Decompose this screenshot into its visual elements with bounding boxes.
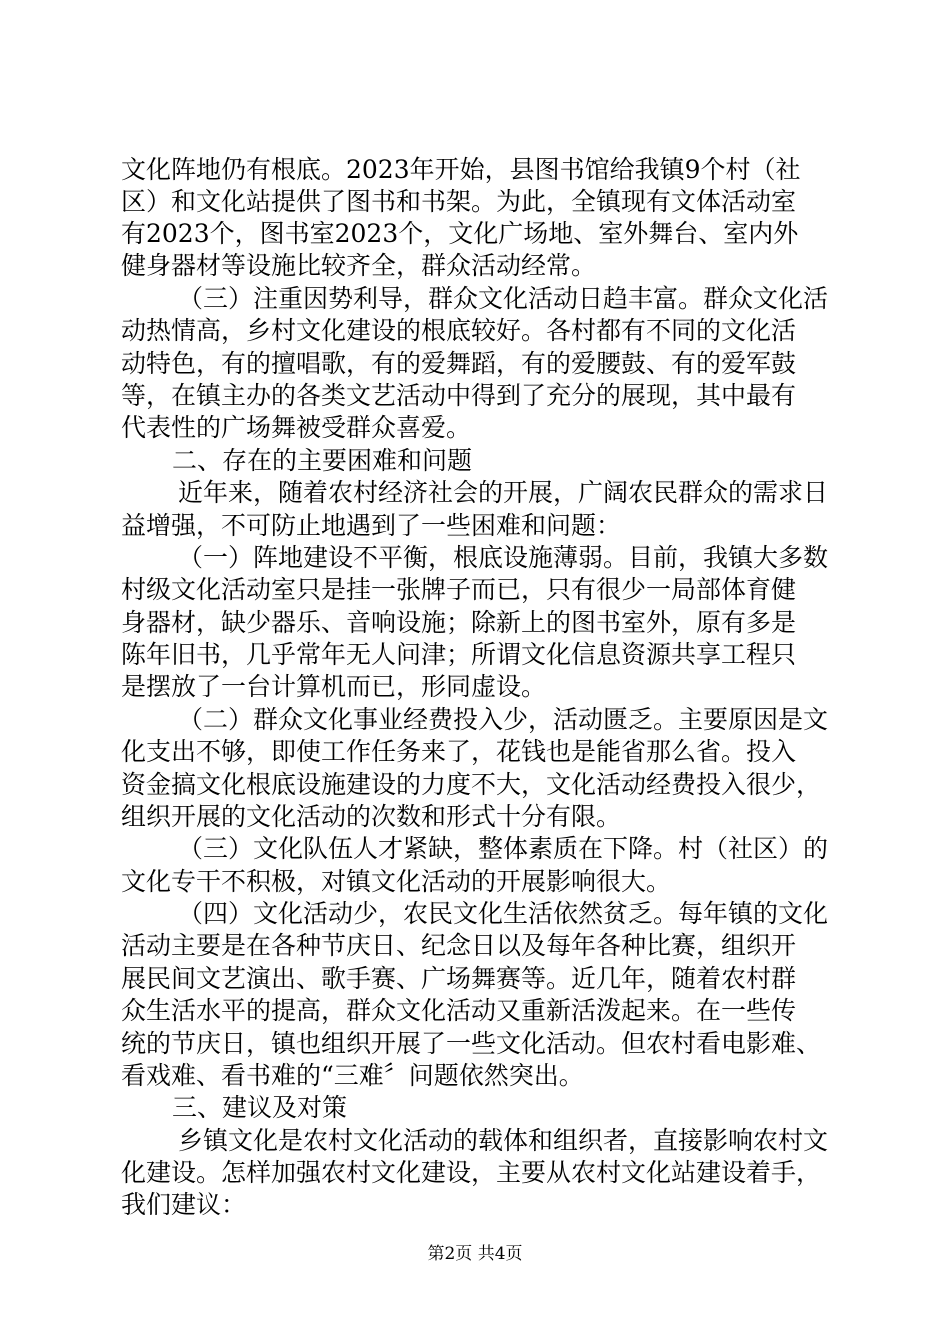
text-line: 化支出不够，即使工作任务来了，花钱也是能省那么省。投入 <box>121 737 797 766</box>
text-line: 组织开展的文化活动的次数和形式十分有限。 <box>121 802 622 831</box>
text-line: 统的节庆日，镇也组织开展了一些文化活动。但农村看电影难、 <box>121 1029 822 1058</box>
paragraph-first-line: （三）注重因势利导，群众文化活动日趋丰富。群众文化活 <box>178 284 829 313</box>
paragraph-first-line: 乡镇文化是农村文化活动的载体和组织者，直接影响农村文 <box>178 1126 829 1155</box>
text-line: 代表性的广场舞被受群众喜爱。 <box>121 413 472 442</box>
text-line: 健身器材等设施比较齐全，群众活动经常。 <box>121 251 597 280</box>
text-line: 众生活水平的提高，群众文化活动又重新活泼起来。在一些传 <box>121 996 797 1025</box>
paragraph-first-line: （三）文化队伍人才紧缺，整体素质在下降。村（社区）的 <box>178 834 829 863</box>
text-line: 等，在镇主办的各类文艺活动中得到了充分的展现，其中最有 <box>121 381 797 410</box>
text-line: 陈年旧书，几乎常年无人问津；所谓文化信息资源共享工程只 <box>121 640 797 669</box>
text-line: 活动主要是在各种节庆日、纪念日以及每年各种比赛，组织开 <box>121 931 797 960</box>
text-line: 文化专干不积极，对镇文化活动的开展影响很大。 <box>121 867 672 896</box>
paragraph-first-line: （二）群众文化事业经费投入少，活动匮乏。主要原因是文 <box>178 705 829 734</box>
text-line: 身器材，缺少器乐、音响设施；除新上的图书室外，原有多是 <box>121 608 797 637</box>
text-line: 有2023个，图书室2023个，文化广场地、室外舞台、室内外 <box>121 219 799 248</box>
text-line: 动热情高，乡村文化建设的根底较好。各村都有不同的文化活 <box>121 316 797 345</box>
text-line: 展民间文艺演出、歌手赛、广场舞赛等。近几年，随着农村群 <box>121 964 797 993</box>
paragraph-first-line: （四）文化活动少，农民文化生活依然贫乏。每年镇的文化 <box>178 899 829 928</box>
text-line: 是摆放了一台计算机而已，形同虚设。 <box>121 672 547 701</box>
text-line: 我们建议： <box>121 1190 247 1219</box>
section-heading: 二、存在的主要困难和问题 <box>172 446 473 475</box>
paragraph-first-line: （一）阵地建设不平衡，根底设施薄弱。目前，我镇大多数 <box>178 543 829 572</box>
text-line: 文化阵地仍有根底。2023年开始，县图书馆给我镇9个村（社 <box>121 155 801 184</box>
text-line: 益增强，不可防止地遇到了一些困难和问题： <box>121 511 622 540</box>
paragraph-first-line: 近年来，随着农村经济社会的开展，广阔农民群众的需求日 <box>178 478 829 507</box>
section-heading: 三、建议及对策 <box>172 1093 348 1122</box>
text-line: 动特色，有的擅唱歌，有的爱舞蹈，有的爱腰鼓、有的爱军鼓 <box>121 349 797 378</box>
text-line: 村级文化活动室只是挂一张牌子而已，只有很少一局部体育健 <box>121 575 797 604</box>
text-line: 资金搞文化根底设施建设的力度不大，文化活动经费投入很少， <box>121 770 822 799</box>
text-line: 看戏难、看书难的“三难〞问题依然突出。 <box>121 1061 584 1090</box>
text-line: 区）和文化站提供了图书和书架。为此，全镇现有文体活动室 <box>121 187 797 216</box>
text-line: 化建设。怎样加强农村文化建设，主要从农村文化站建设着手， <box>121 1158 822 1187</box>
page-number-footer: 第2页 共4页 <box>427 1244 523 1264</box>
